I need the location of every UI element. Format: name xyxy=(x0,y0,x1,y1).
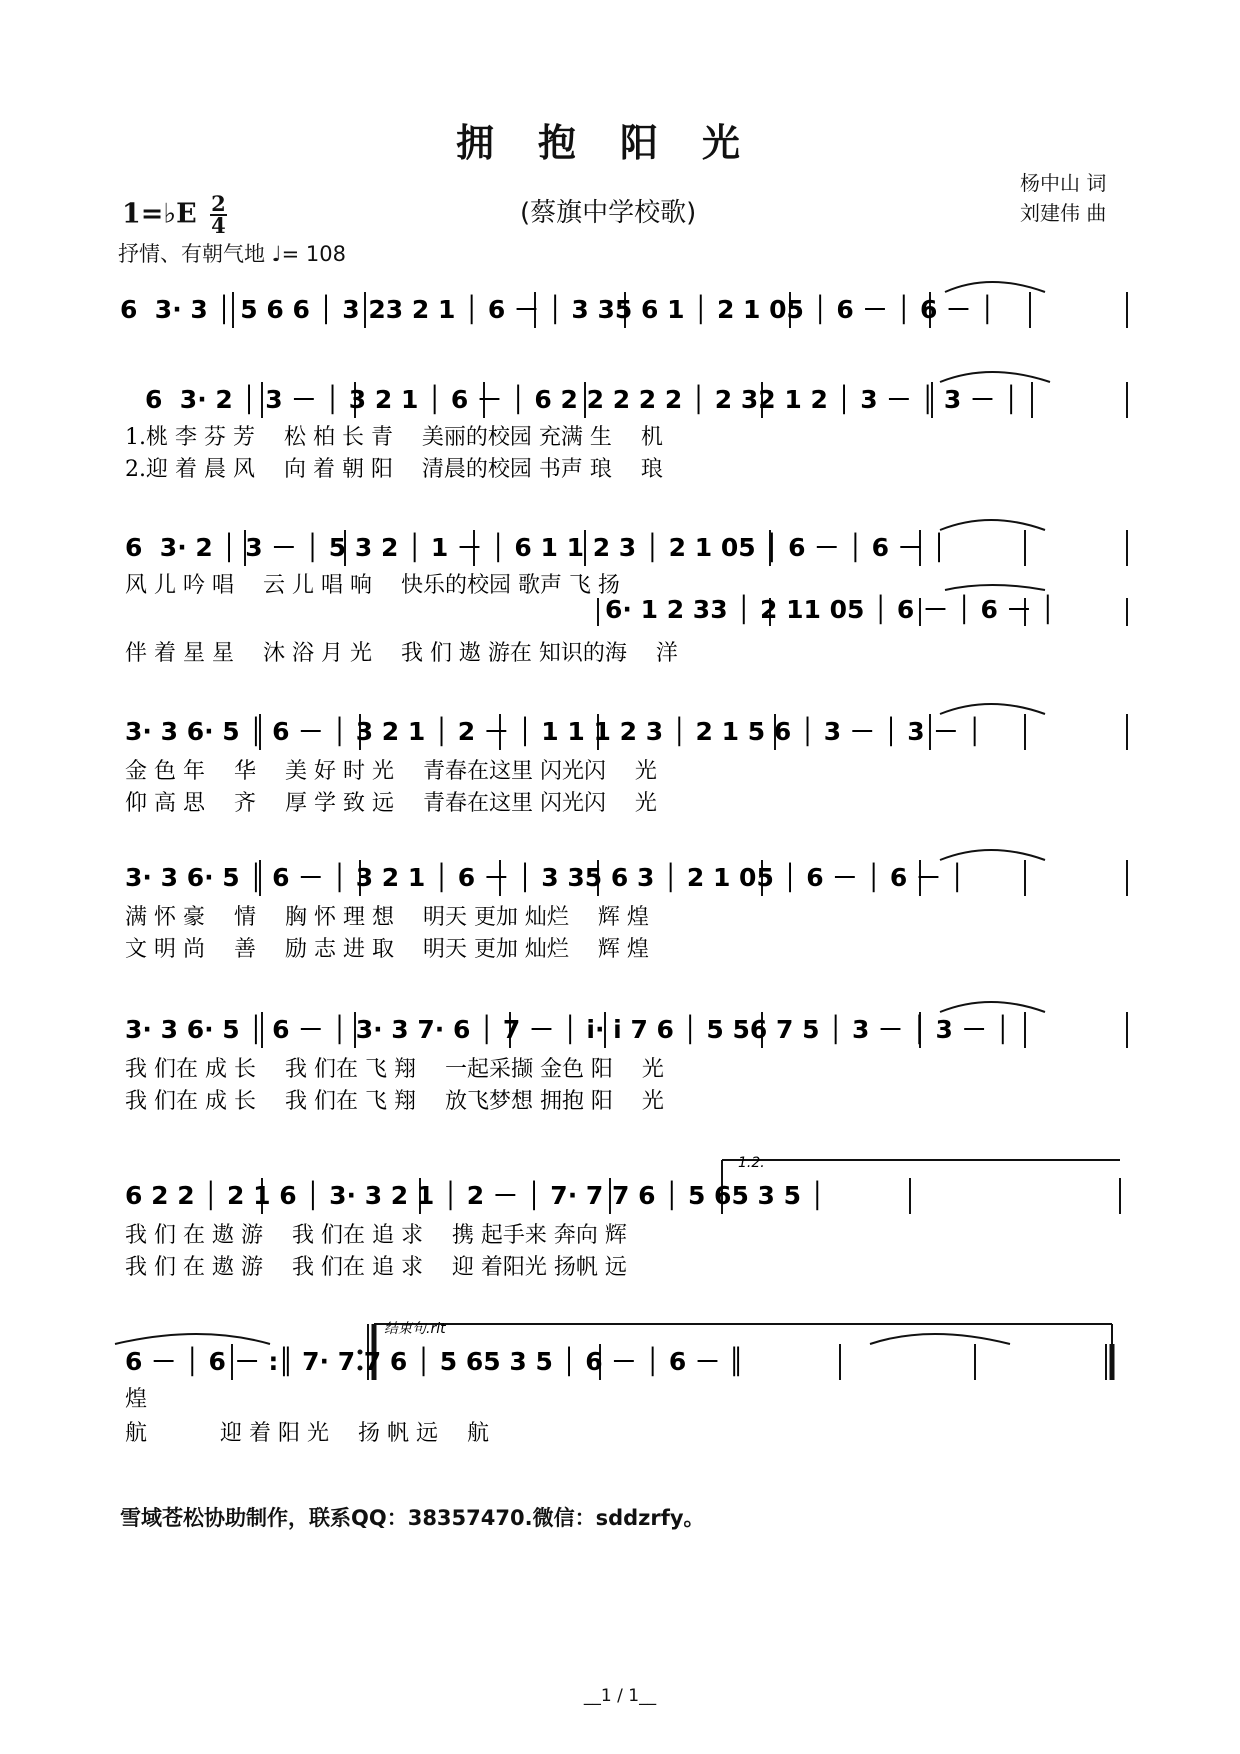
ending-label: 结束句.rit xyxy=(384,1321,446,1337)
footer-credit: 雪域苍松协助制作，联系QQ：38357470.微信：sddzrfy。 xyxy=(120,1506,705,1530)
time-numerator: 2 xyxy=(211,191,226,216)
key-label: 1=♭E xyxy=(122,198,197,230)
page-number: __1 / 1__ xyxy=(583,1686,657,1706)
system-6-lyrics-2: 我 们在 成 长 我 们在 飞 翔 放飞梦想 拥抱 阳 光 xyxy=(125,1089,664,1114)
volta-label: 1.2. xyxy=(738,1155,765,1171)
system-7-lyrics-1: 我 们 在 遨 游 我 们在 追 求 携 起手来 奔向 辉 xyxy=(125,1223,627,1248)
system-3-alt-lyrics: 伴 着 星 星 沐 浴 月 光 我 们 遨 游在 知识的海 洋 xyxy=(125,641,678,666)
song-title: 拥抱阳光 xyxy=(455,120,784,165)
system-2-lyrics-1: 1.桃 李 芬 芳 松 柏 长 青 美丽的校园 充满 生 机 xyxy=(125,425,663,450)
tempo-marking: 抒情、有朝气地 ♩= 108 xyxy=(118,242,346,266)
system-5-lyrics-2: 文 明 尚 善 励 志 进 取 明天 更加 灿烂 辉 煌 xyxy=(125,937,649,962)
system-2-notes: 6 3· 2 │ 3 － │ 3 2 1 │ 6 － │ 6 2 2 2 2 2 │ 2 32 1 2 │ 3 － │ 3 － │ xyxy=(145,385,1019,414)
system-6-notes: 3· 3 6· 5 │ 6 － │ 3· 3 7· 6 │ 7 － │ i· i 7 6 │ 5 56 7 5 │ 3 － │ 3 － │ xyxy=(125,1015,1011,1044)
system-3-alt-notes: 6· 1 2 33 │ 2 11 05 │ 6 － │ 6 － │ xyxy=(605,595,1056,624)
lyrics xyxy=(125,425,678,1446)
system-5-lyrics-1: 满 怀 豪 情 胸 怀 理 想 明天 更加 灿烂 辉 煌 xyxy=(125,905,649,930)
system-3-notes: 6 3· 2 │ 3 － │ 5 3 2 │ 1 － │ 6 1 1 2 3 │ 2 1 05 │ 6 － │ 6 － │ xyxy=(125,533,947,562)
song-subtitle: (蔡旗中学校歌) xyxy=(520,198,697,228)
system-7-lyrics-2: 我 们 在 遨 游 我 们在 追 求 迎 着阳光 扬帆 远 xyxy=(125,1255,627,1280)
system-8-lyrics-1: 煌 xyxy=(125,1387,148,1412)
system-8-lyrics-2: 航 迎 着 阳 光 扬 帆 远 航 xyxy=(125,1421,489,1446)
system-4-notes: 3· 3 6· 5 │ 6 － │ 3 2 1 │ 2 － │ 1 1 1 2 3 │ 2 1 5 6 │ 3 － │ 3 － │ xyxy=(125,717,983,746)
composer: 刘建伟 曲 xyxy=(1020,201,1107,225)
system-5-notes: 3· 3 6· 5 │ 6 － │ 3 2 1 │ 6 － │ 3 35 6 3 │ 2 1 05 │ 6 － │ 6 － │ xyxy=(125,863,965,892)
system-8-notes: 6 － │ 6 － :║ 7· 7 7 6 │ 5 65 3 5 │ 6 － │ 6 － ║ xyxy=(125,1347,744,1376)
system-3-lyrics-1: 风 儿 吟 唱 云 儿 唱 响 快乐的校园 歌声 飞 扬 xyxy=(125,573,620,598)
system-4-lyrics-2: 仰 高 思 齐 厚 学 致 远 青春在这里 闪光闪 光 xyxy=(125,791,657,816)
system-4-lyrics-1: 金 色 年 华 美 好 时 光 青春在这里 闪光闪 光 xyxy=(125,759,657,784)
system-6-lyrics-1: 我 们在 成 长 我 们在 飞 翔 一起采撷 金色 阳 光 xyxy=(125,1057,664,1082)
time-denominator: 4 xyxy=(211,213,226,238)
system-1-notes: 6 3· 3 │ 5 6 6 │ 3 23 2 1 │ 6 － │ 3 35 6 1 │ 2 1 05 │ 6 － │ 6 － │ xyxy=(120,295,995,324)
system-2-lyrics-2: 2.迎 着 晨 风 向 着 朝 阳 清晨的校园 书声 琅 琅 xyxy=(125,457,663,482)
system-7-notes: 6 2 2 │ 2 1 6 │ 3· 3 2 1 │ 2 － │ 7· 7 7 6 │ 5 65 3 5 │ xyxy=(125,1181,825,1210)
lyricist: 杨中山 词 xyxy=(1020,171,1107,195)
